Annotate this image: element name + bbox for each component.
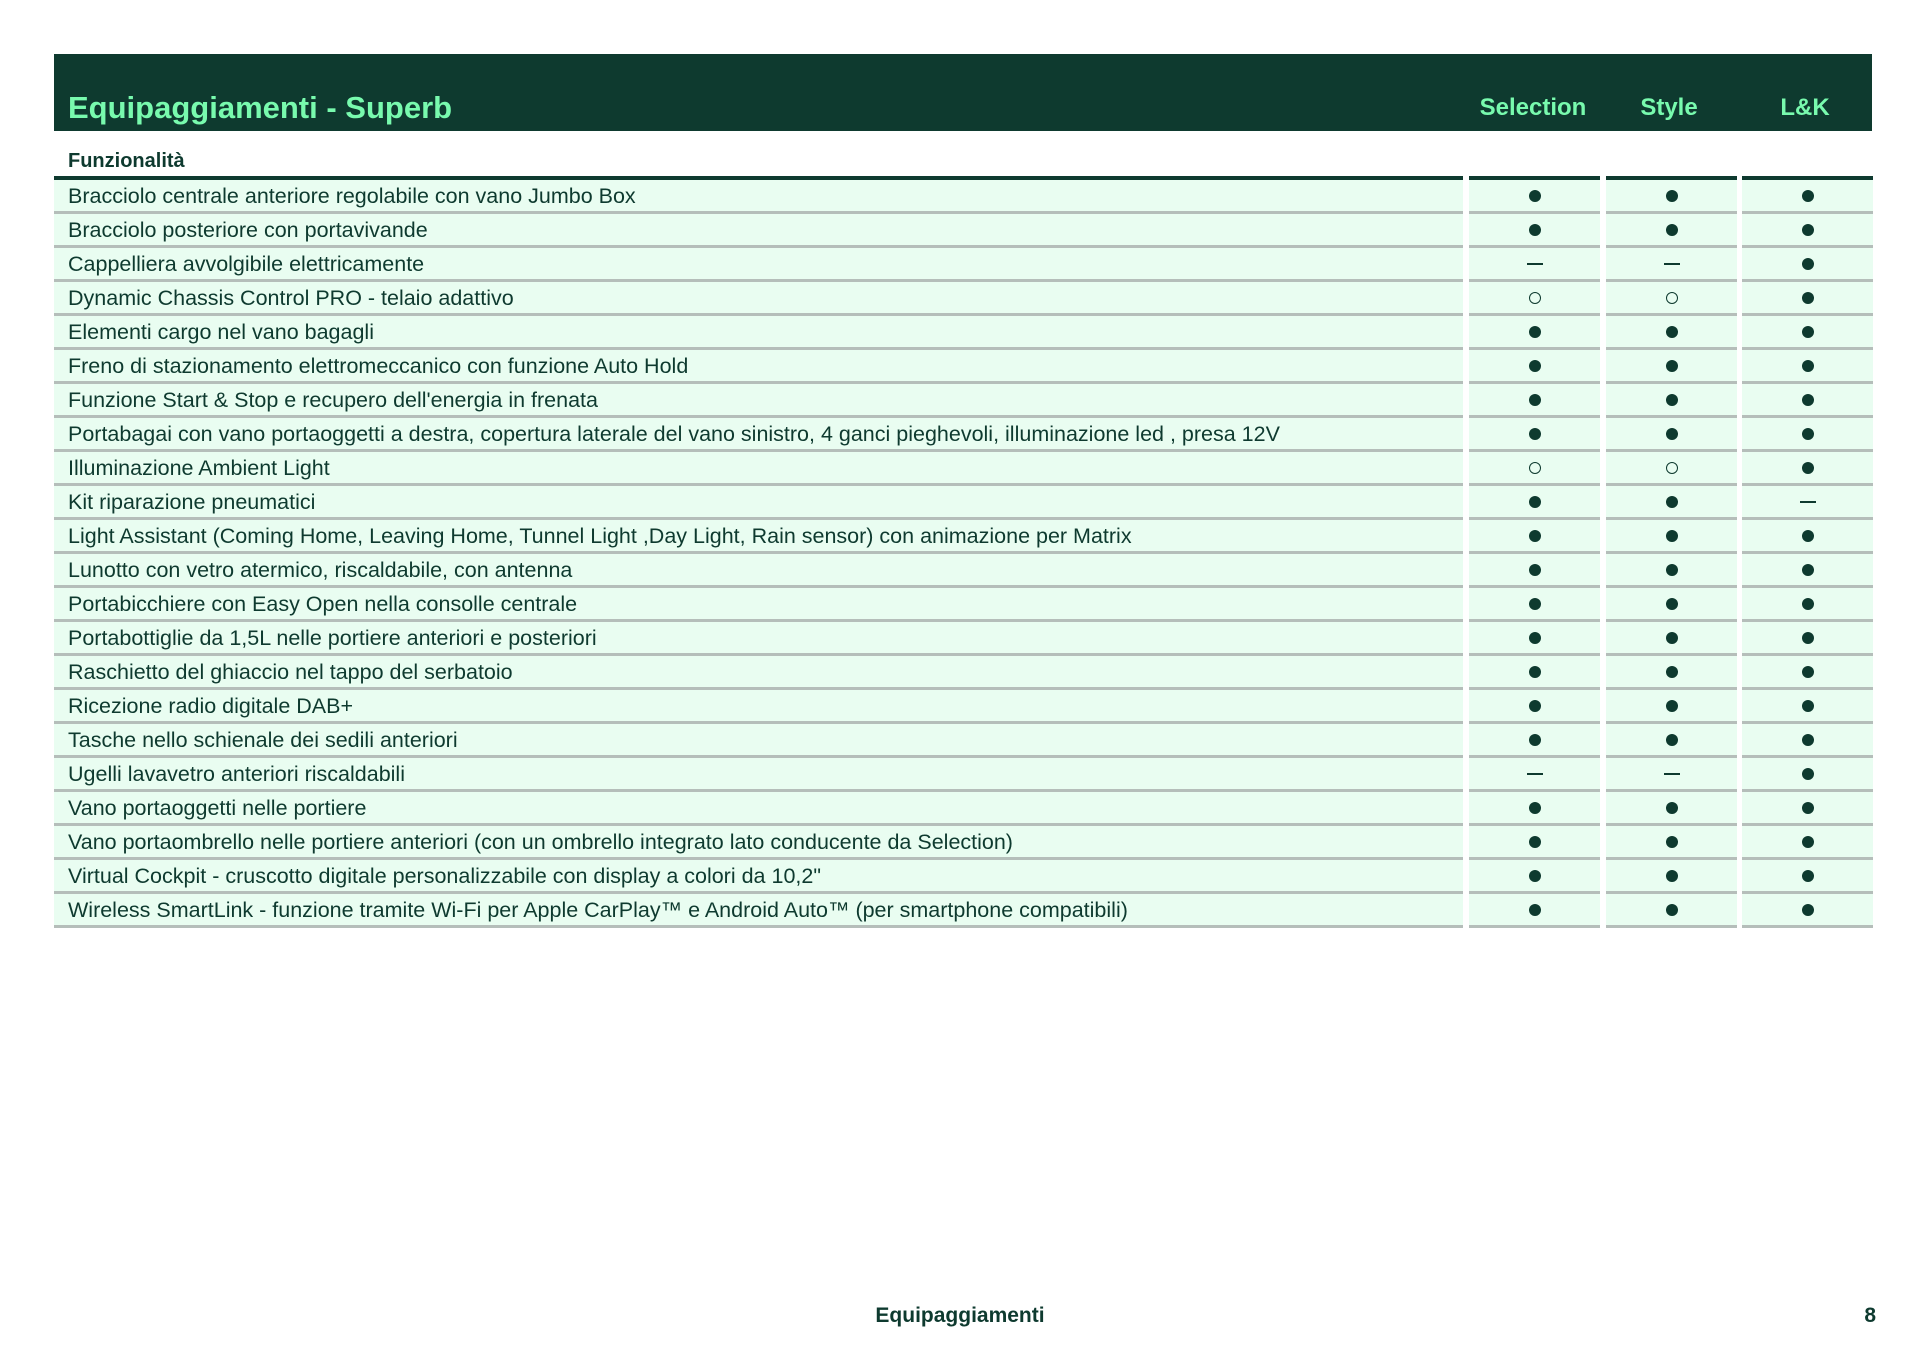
standard-dot-icon [1802,190,1814,202]
standard-dot-icon [1529,496,1541,508]
table-row [54,486,1870,520]
availability-cell [1742,690,1873,724]
feature-cell [54,758,1463,792]
standard-dot-icon [1529,564,1541,576]
feature-label: Bracciolo centrale anteriore regolabile con vano Jumbo Box [68,184,636,208]
availability-cell [1606,724,1737,758]
availability-cell [1606,180,1737,214]
availability-cell [1742,282,1873,316]
availability-cell [1469,690,1600,724]
standard-dot-icon [1802,530,1814,542]
feature-cell [54,180,1463,214]
availability-cell [1742,792,1873,826]
feature-cell [54,316,1463,350]
page-number: 8 [1864,1304,1876,1327]
standard-dot-icon [1529,700,1541,712]
standard-dot-icon [1666,360,1678,372]
standard-dot-icon [1802,836,1814,848]
standard-dot-icon [1802,904,1814,916]
standard-dot-icon [1666,598,1678,610]
availability-cell [1469,486,1600,520]
standard-dot-icon [1802,802,1814,814]
section-label: Funzionalità [68,150,185,172]
standard-dot-icon [1666,326,1678,338]
feature-cell [54,656,1463,690]
feature-cell [54,826,1463,860]
table-row [54,588,1870,622]
availability-cell [1469,758,1600,792]
feature-label: Cappelliera avvolgibile elettricamente [68,252,425,276]
standard-dot-icon [1802,462,1814,474]
availability-cell [1742,554,1873,588]
table-row [54,520,1870,554]
standard-dot-icon [1666,870,1678,882]
feature-cell [54,894,1463,928]
standard-dot-icon [1802,598,1814,610]
standard-dot-icon [1802,870,1814,882]
availability-cell [1606,588,1737,622]
standard-dot-icon [1529,190,1541,202]
availability-cell [1469,860,1600,894]
table-row [54,384,1870,418]
standard-dot-icon [1666,224,1678,236]
availability-cell [1606,248,1737,282]
table-row [54,792,1870,826]
availability-cell [1742,860,1873,894]
feature-label: Freno di stazionamento elettromeccanico con funzione Auto Hold [68,354,689,378]
feature-cell [54,418,1463,452]
standard-dot-icon [1666,632,1678,644]
column-header-lk: L&K [1780,94,1830,121]
availability-cell [1469,248,1600,282]
availability-cell [1606,282,1737,316]
table-row [54,316,1870,350]
availability-cell [1606,214,1737,248]
table-row [54,452,1870,486]
not-available-dash-icon [1664,773,1680,775]
availability-cell [1469,180,1600,214]
availability-cell [1606,486,1737,520]
standard-dot-icon [1666,428,1678,440]
standard-dot-icon [1666,802,1678,814]
column-header-selection: Selection [1479,94,1587,121]
page-title: Equipaggiamenti - Superb [68,90,453,125]
availability-cell [1469,656,1600,690]
standard-dot-icon [1802,564,1814,576]
availability-cell [1742,894,1873,928]
table-row [54,826,1870,860]
standard-dot-icon [1529,598,1541,610]
standard-dot-icon [1666,734,1678,746]
feature-label: Virtual Cockpit - cruscotto digitale personalizzabile con display a colori da 10,2" [68,864,821,888]
availability-cell [1469,350,1600,384]
feature-label: Ugelli lavavetro anteriori riscaldabili [68,762,405,786]
standard-dot-icon [1529,326,1541,338]
standard-dot-icon [1802,632,1814,644]
standard-dot-icon [1529,360,1541,372]
feature-cell [54,520,1463,554]
standard-dot-icon [1529,802,1541,814]
not-available-dash-icon [1527,263,1543,265]
standard-dot-icon [1666,700,1678,712]
standard-dot-icon [1802,326,1814,338]
standard-dot-icon [1529,394,1541,406]
footer-label: Equipaggiamenti [875,1304,1045,1327]
feature-cell [54,860,1463,894]
availability-cell [1606,656,1737,690]
standard-dot-icon [1666,530,1678,542]
availability-cell [1606,384,1737,418]
feature-cell [54,792,1463,826]
standard-dot-icon [1529,870,1541,882]
standard-dot-icon [1802,768,1814,780]
table-row [54,724,1870,758]
feature-label: Wireless SmartLink - funzione tramite Wi-Fi per Apple CarPlay™ e Android Auto™ (per smartphone compatibili) [68,898,1128,922]
table-row [54,418,1870,452]
standard-dot-icon [1666,564,1678,576]
standard-dot-icon [1529,904,1541,916]
availability-cell [1606,554,1737,588]
standard-dot-icon [1529,428,1541,440]
availability-cell [1742,384,1873,418]
standard-dot-icon [1802,428,1814,440]
feature-cell [54,690,1463,724]
not-available-dash-icon [1800,501,1816,503]
feature-cell [54,724,1463,758]
feature-label: Bracciolo posteriore con portavivande [68,218,428,242]
availability-cell [1606,520,1737,554]
availability-cell [1469,792,1600,826]
table-row [54,554,1870,588]
table-row [54,656,1870,690]
feature-label: Light Assistant (Coming Home, Leaving Home, Tunnel Light ,Day Light, Rain sensor) con animazione per Matrix [68,524,1132,548]
availability-cell [1606,894,1737,928]
availability-cell [1469,622,1600,656]
availability-cell [1469,316,1600,350]
feature-label: Dynamic Chassis Control PRO - telaio adattivo [68,286,514,310]
standard-dot-icon [1802,258,1814,270]
availability-cell [1606,452,1737,486]
feature-cell [54,588,1463,622]
optional-circle-icon [1529,292,1541,304]
standard-dot-icon [1529,530,1541,542]
availability-cell [1469,724,1600,758]
availability-cell [1742,622,1873,656]
standard-dot-icon [1802,394,1814,406]
feature-cell [54,384,1463,418]
standard-dot-icon [1529,224,1541,236]
feature-label: Vano portaombrello nelle portiere anteriori (con un ombrello integrato lato conducente da Selection) [68,830,1013,854]
standard-dot-icon [1802,700,1814,712]
standard-dot-icon [1802,360,1814,372]
table-row [54,350,1870,384]
standard-dot-icon [1666,836,1678,848]
standard-dot-icon [1802,224,1814,236]
availability-cell [1606,622,1737,656]
availability-cell [1469,418,1600,452]
feature-label: Illuminazione Ambient Light [68,456,330,480]
standard-dot-icon [1529,666,1541,678]
feature-cell [54,486,1463,520]
standard-dot-icon [1666,394,1678,406]
feature-label: Tasche nello schienale dei sedili anteriori [68,728,458,752]
table-row [54,282,1870,316]
availability-cell [1606,792,1737,826]
availability-cell [1742,180,1873,214]
availability-cell [1742,758,1873,792]
optional-circle-icon [1666,462,1678,474]
feature-label: Raschietto del ghiaccio nel tappo del serbatoio [68,660,513,684]
feature-cell [54,554,1463,588]
availability-cell [1606,350,1737,384]
availability-cell [1469,520,1600,554]
not-available-dash-icon [1527,773,1543,775]
availability-cell [1606,860,1737,894]
availability-cell [1742,520,1873,554]
feature-cell [54,214,1463,248]
availability-cell [1742,724,1873,758]
column-header-style: Style [1640,94,1698,121]
feature-label: Elementi cargo nel vano bagagli [68,320,374,344]
feature-label: Lunotto con vetro atermico, riscaldabile, con antenna [68,558,573,582]
feature-cell [54,282,1463,316]
table-row [54,860,1870,894]
availability-cell [1606,418,1737,452]
table-row [54,622,1870,656]
availability-cell [1742,656,1873,690]
availability-cell [1469,282,1600,316]
equipment-table [54,180,1870,928]
table-row [54,180,1870,214]
availability-cell [1469,214,1600,248]
table-row [54,690,1870,724]
feature-label: Vano portaoggetti nelle portiere [68,796,367,820]
standard-dot-icon [1802,666,1814,678]
availability-cell [1742,826,1873,860]
availability-cell [1742,316,1873,350]
standard-dot-icon [1802,292,1814,304]
standard-dot-icon [1666,666,1678,678]
availability-cell [1742,588,1873,622]
feature-cell [54,452,1463,486]
feature-label: Portabicchiere con Easy Open nella consolle centrale [68,592,578,616]
table-row [54,894,1870,928]
availability-cell [1469,554,1600,588]
availability-cell [1469,588,1600,622]
optional-circle-icon [1666,292,1678,304]
standard-dot-icon [1529,836,1541,848]
availability-cell [1742,214,1873,248]
availability-cell [1742,452,1873,486]
standard-dot-icon [1666,190,1678,202]
availability-cell [1606,826,1737,860]
feature-label: Ricezione radio digitale DAB+ [68,694,354,718]
standard-dot-icon [1666,904,1678,916]
availability-cell [1742,350,1873,384]
availability-cell [1469,826,1600,860]
availability-cell [1469,894,1600,928]
availability-cell [1469,384,1600,418]
feature-label: Portabottiglie da 1,5L nelle portiere anteriori e posteriori [68,626,597,650]
availability-cell [1742,486,1873,520]
availability-cell [1742,418,1873,452]
standard-dot-icon [1529,734,1541,746]
availability-cell [1606,758,1737,792]
feature-cell [54,622,1463,656]
standard-dot-icon [1666,496,1678,508]
feature-label: Funzione Start & Stop e recupero dell'energia in frenata [68,388,598,412]
feature-label: Portabagai con vano portaoggetti a destra, copertura laterale del vano sinistro, 4 ganci pieghevoli, illuminazione led , presa 12V [68,422,1280,446]
table-header [54,54,1872,131]
availability-cell [1469,452,1600,486]
table-row [54,248,1870,282]
feature-cell [54,248,1463,282]
availability-cell [1606,690,1737,724]
not-available-dash-icon [1664,263,1680,265]
availability-cell [1606,316,1737,350]
table-row [54,214,1870,248]
table-row [54,758,1870,792]
feature-label: Kit riparazione pneumatici [68,490,316,514]
optional-circle-icon [1529,462,1541,474]
standard-dot-icon [1529,632,1541,644]
standard-dot-icon [1802,734,1814,746]
availability-cell [1742,248,1873,282]
feature-cell [54,350,1463,384]
